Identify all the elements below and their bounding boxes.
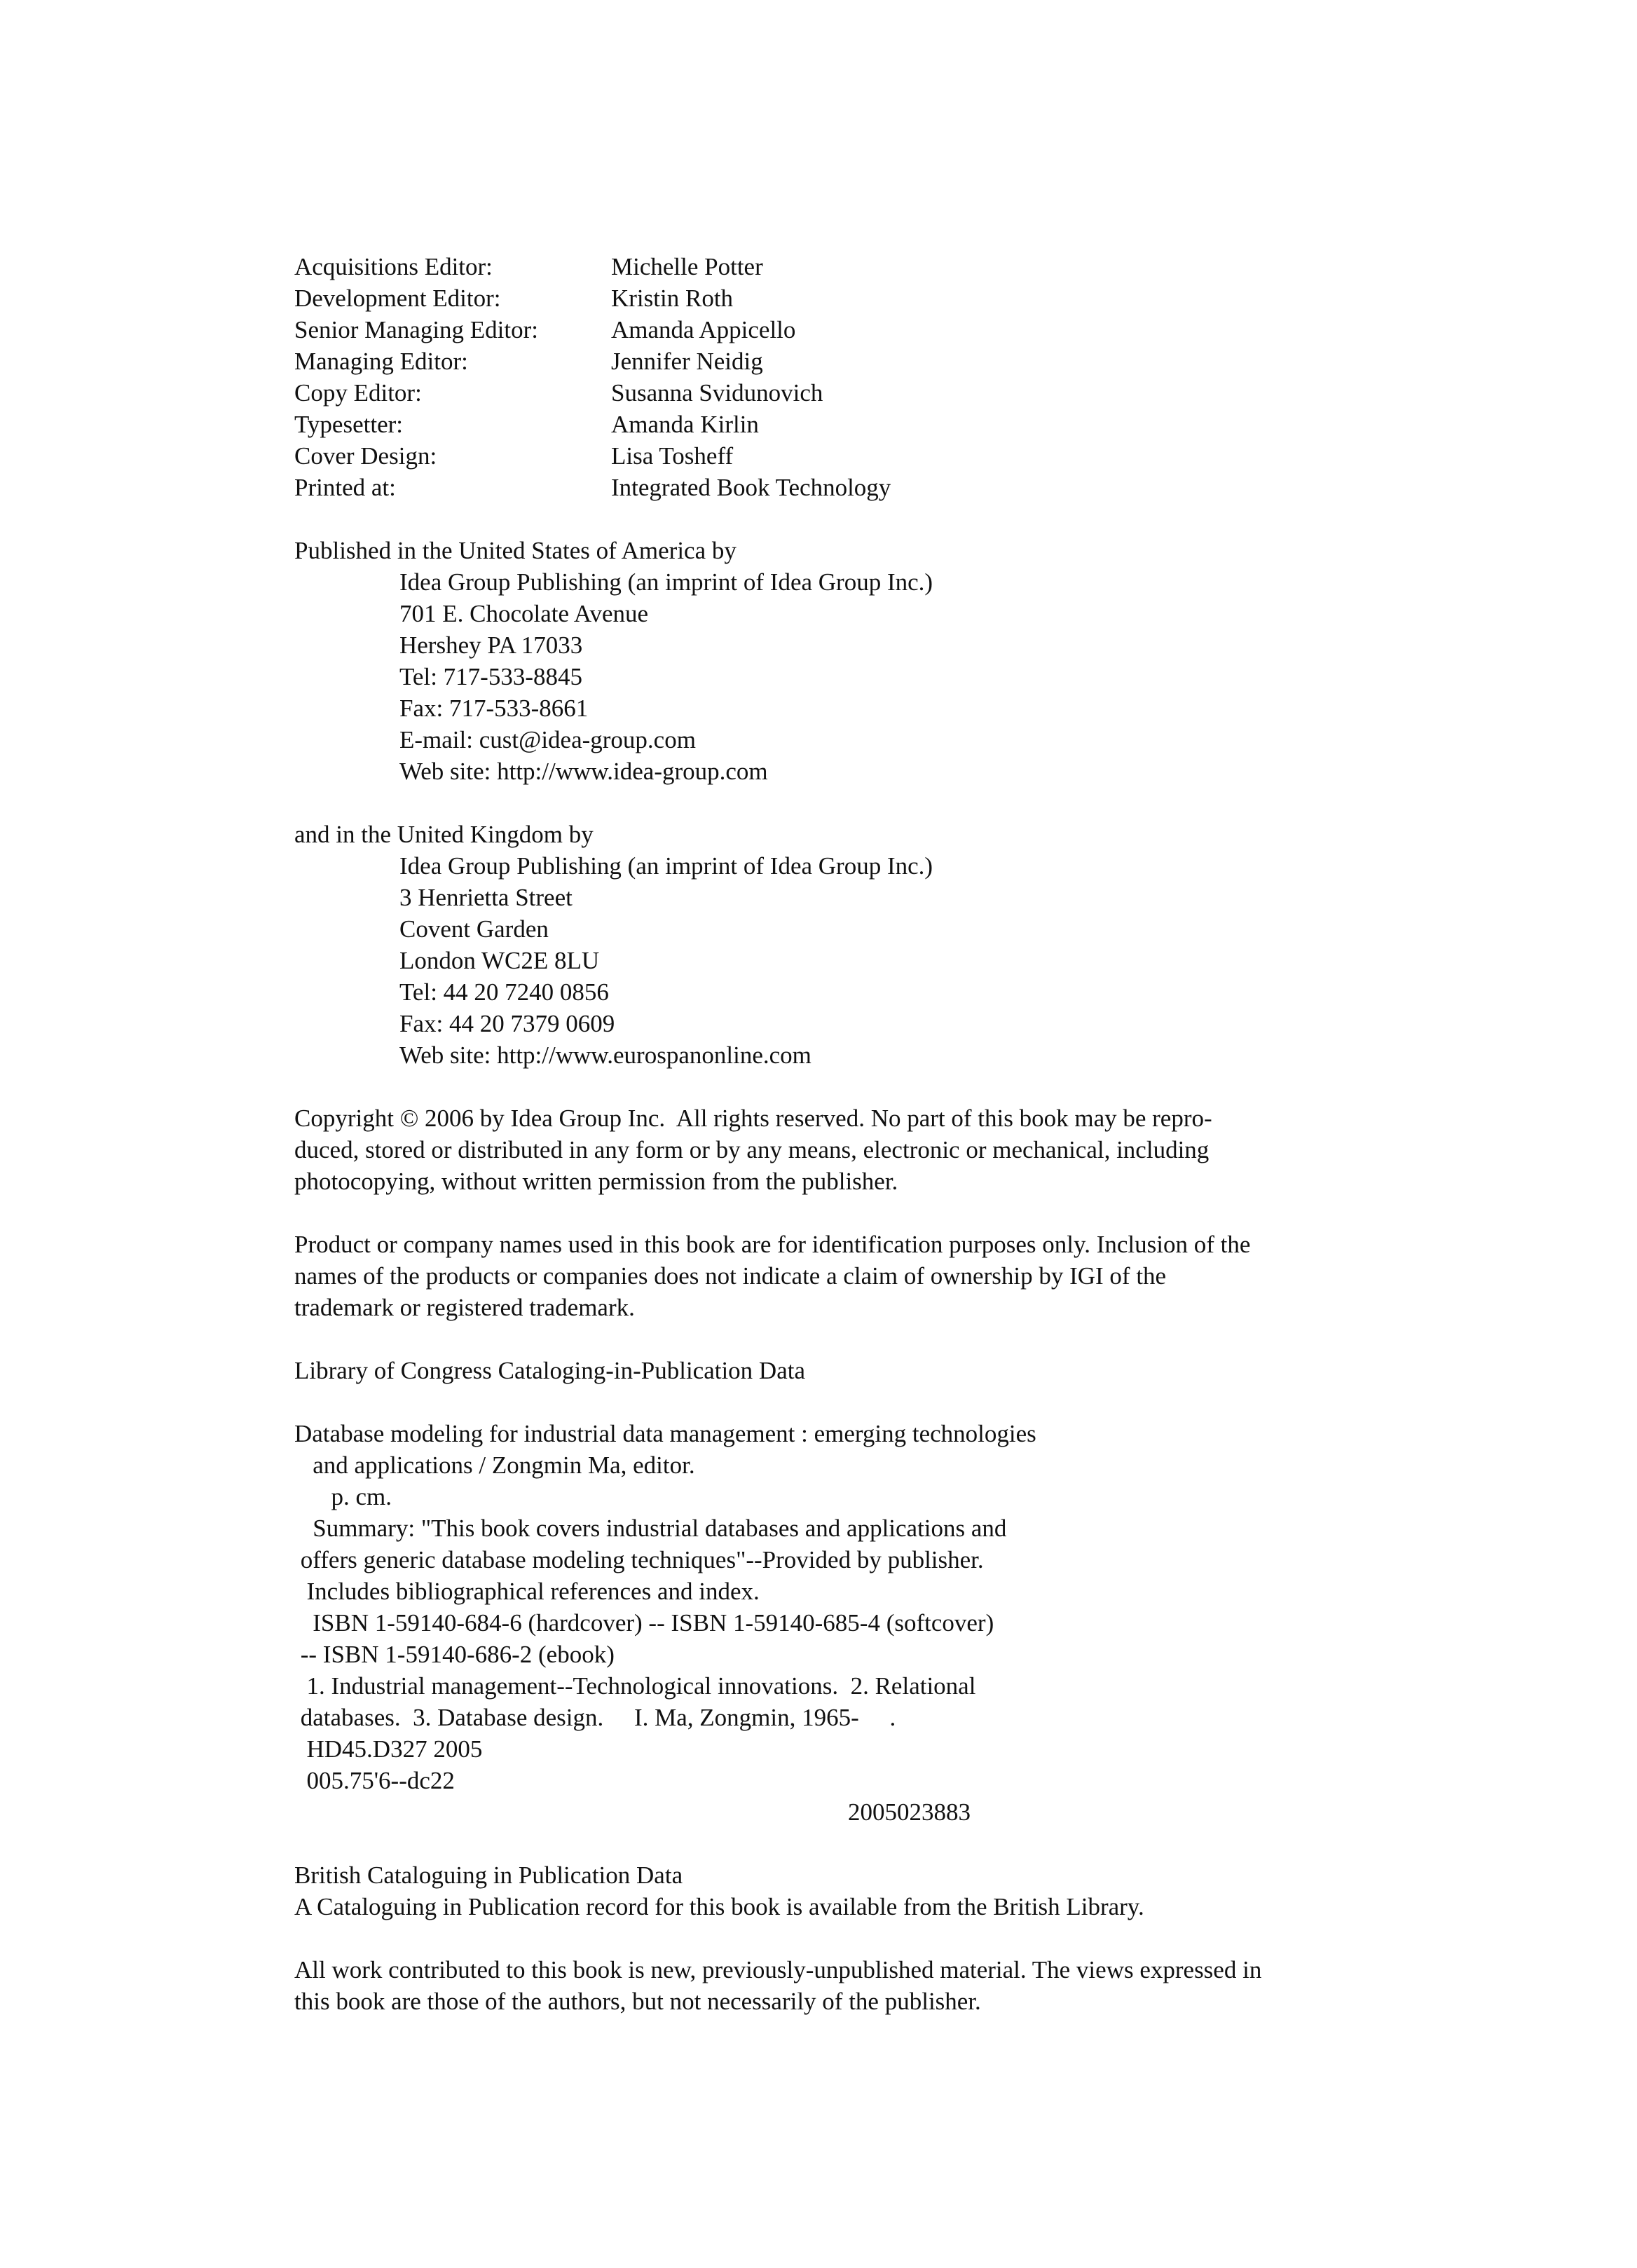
credit-role: Typesetter: [294,411,403,438]
credit-name: Michelle Potter [611,253,763,280]
trademark-line: trademark or registered trademark. [294,1294,635,1321]
credit-name: Jennifer Neidig [611,348,763,375]
us-publisher-line: 701 E. Chocolate Avenue [399,600,649,627]
uk-publisher-line: Fax: 44 20 7379 0609 [399,1010,615,1037]
uk-publisher-website: Web site: http://www.eurospanonline.com [399,1041,811,1069]
us-publisher-website: Web site: http://www.idea-group.com [399,758,768,785]
credit-name: Integrated Book Technology [611,474,891,501]
trademark-line: names of the products or companies does not indicate a claim of ownership by IGI of the [294,1262,1167,1290]
cip-line: Summary: "This book covers industrial databases and applications and [294,1515,1007,1542]
us-publisher-line: Fax: 717-533-8661 [399,695,589,722]
cip-line: 005.75'6--dc22 [294,1767,455,1794]
us-publisher-email: E-mail: cust@idea-group.com [399,726,696,753]
disclaimer-line: All work contributed to this book is new, previously-unpublished material. The views expressed in [294,1956,1262,1983]
copyright-notice [294,1102,1388,1197]
uk-publisher-heading: and in the United Kingdom by [294,821,594,848]
credit-role: Acquisitions Editor: [294,253,493,280]
loc-heading: Library of Congress Cataloging-in-Publication Data [294,1357,806,1384]
cip-control-number: 2005023883 [848,1798,971,1826]
credit-role: Printed at: [294,474,396,501]
credit-role: Copy Editor: [294,379,422,407]
credit-row [294,377,1388,409]
disclaimer-block [294,1954,1388,2017]
us-publisher-line: Tel: 717-533-8845 [399,663,582,690]
copyright-line: duced, stored or distributed in any form or by any means, electronic or mechanical, including [294,1136,1210,1163]
uk-publisher-line: London WC2E 8LU [399,947,600,974]
cip-line: ISBN 1-59140-684-6 (hardcover) -- ISBN 1-59140-685-4 (softcover) [294,1609,994,1637]
credit-name: Susanna Svidunovich [611,379,823,407]
credit-name: Kristin Roth [611,285,734,312]
trademark-line: Product or company names used in this book are for identification purposes only. Inclusion of the [294,1231,1251,1258]
disclaimer-line: this book are those of the authors, but not necessarily of the publisher. [294,1988,981,2015]
credit-role: Managing Editor: [294,348,468,375]
credit-row [294,409,1388,440]
uk-publisher-line: 3 Henrietta Street [399,884,573,911]
cip-line: Includes bibliographical references and index. [294,1578,760,1605]
credit-row [294,472,1388,503]
credit-role: Senior Managing Editor: [294,316,539,343]
cip-line: HD45.D327 2005 [294,1735,483,1763]
british-cip-block [294,1859,1388,1922]
credit-role: Cover Design: [294,442,437,470]
british-cip-heading: British Cataloguing in Publication Data [294,1861,683,1889]
copyright-line: photocopying, without written permission from the publisher. [294,1168,898,1195]
loc-heading-block [294,1355,1388,1386]
us-publisher-heading: Published in the United States of America by [294,537,737,564]
credit-row [294,314,1388,346]
editorial-credits [294,251,1388,503]
credit-role: Development Editor: [294,285,501,312]
us-publisher-block [294,535,1388,787]
credit-row [294,346,1388,377]
credit-row [294,282,1388,314]
cip-line: databases. 3. Database design. I. Ma, Zongmin, 1965- . [294,1704,896,1731]
copyright-page [294,251,1388,2049]
credit-name: Amanda Appicello [611,316,796,343]
uk-publisher-line: Tel: 44 20 7240 0856 [399,978,609,1006]
credit-name: Amanda Kirlin [611,411,759,438]
credit-row [294,440,1388,472]
cip-data [294,1418,1388,1828]
cip-line: 1. Industrial management--Technological innovations. 2. Relational [294,1672,976,1700]
uk-publisher-line: Covent Garden [399,915,549,943]
cip-line: offers generic database modeling techniques"--Provided by publisher. [294,1546,984,1573]
uk-publisher-line: Idea Group Publishing (an imprint of Idea Group Inc.) [399,852,933,880]
copyright-line: Copyright © 2006 by Idea Group Inc. All rights reserved. No part of this book may be repro- [294,1105,1212,1132]
us-publisher-line: Hershey PA 17033 [399,631,583,659]
credit-name: Lisa Tosheff [611,442,734,470]
cip-line: and applications / Zongmin Ma, editor. [294,1451,695,1479]
us-publisher-line: Idea Group Publishing (an imprint of Idea Group Inc.) [399,568,933,596]
uk-publisher-block [294,819,1388,1071]
british-cip-line: A Cataloguing in Publication record for this book is available from the British Library. [294,1893,1144,1920]
cip-line: p. cm. [294,1483,392,1510]
trademark-notice [294,1229,1388,1323]
cip-line: -- ISBN 1-59140-686-2 (ebook) [294,1641,615,1668]
credit-row [294,251,1388,282]
cip-line: Database modeling for industrial data management : emerging technologies [294,1420,1036,1447]
